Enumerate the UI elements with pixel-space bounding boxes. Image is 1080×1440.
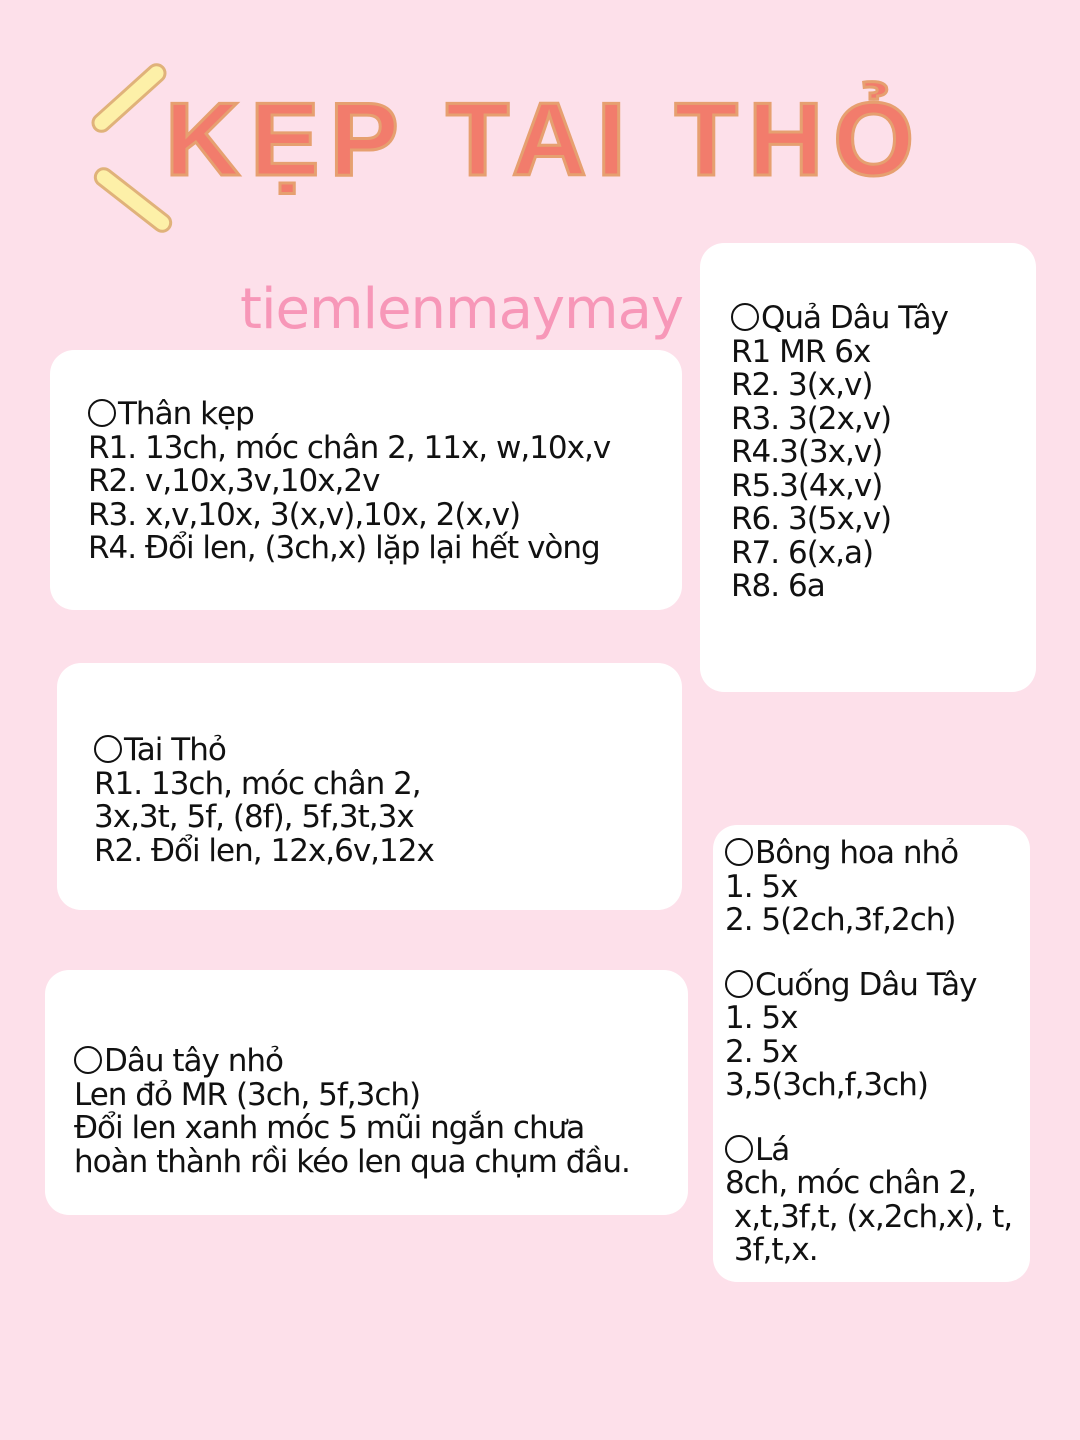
pattern-line: 1. 5x (725, 868, 798, 905)
heading-text: Bông hoa nhỏ (755, 835, 959, 871)
section-heading (725, 1131, 1012, 1168)
circle-bullet-icon (725, 970, 753, 998)
circle-bullet-icon (74, 1046, 102, 1074)
heading-text: Cuống Dâu Tây (755, 966, 977, 1003)
decorative-stick-bottom (90, 163, 176, 237)
circle-bullet-icon (731, 303, 759, 331)
pattern-line: 2. 5x (725, 1033, 798, 1070)
pattern-line: R8. 6a (731, 568, 825, 604)
pattern-line: 8ch, móc chân 2, (725, 1165, 976, 1201)
pattern-line: R5.3(4x,v) (731, 467, 883, 504)
pattern-line: 3x,3t, 5f, (8f), 5f,3t,3x (94, 799, 414, 835)
pattern-line: Len đỏ MR (3ch, 5f,3ch) (74, 1076, 421, 1113)
pattern-line: R2. v,10x,3v,10x,2v (88, 463, 380, 499)
heading-text: Lá (755, 1131, 790, 1168)
heading-text: Tai Thỏ (124, 732, 226, 768)
section-heading (731, 302, 948, 336)
section-heading (74, 1045, 630, 1079)
pattern-line: R1 MR 6x (731, 333, 871, 370)
section-dau-tay-nho (74, 1045, 630, 1179)
watermark: tiemlenmaymay (240, 277, 684, 342)
section-qua-dau-tay (731, 302, 948, 604)
pattern-line: x,t,3f,t, (x,2ch,x), t, (725, 1198, 1013, 1235)
pattern-line: R6. 3(5x,v) (731, 501, 892, 537)
section-flower-stem-leaf (725, 837, 1012, 1268)
pattern-line: R1. 13ch, móc chân 2, (94, 765, 421, 802)
pattern-line: 1. 5x (725, 1000, 798, 1036)
decorative-stick-top (87, 59, 170, 137)
pattern-line: 3f,t,x. (725, 1232, 818, 1268)
pattern-line: hoàn thành rồi kéo len qua chụm đầu. (74, 1143, 630, 1180)
pattern-line: R4.3(3x,v) (731, 434, 883, 470)
pattern-line: 2. 5(2ch,3f,2ch) (725, 902, 956, 938)
circle-bullet-icon (94, 735, 122, 763)
pattern-line: R1. 13ch, móc chân 2, 11x, w,10x,v (88, 429, 611, 466)
section-heading (725, 966, 1012, 1003)
pattern-line: R4. Đổi len, (3ch,x) lặp lại hết vòng (88, 530, 600, 566)
pattern-line: R2. 3(x,v) (731, 367, 873, 403)
section-heading (94, 734, 434, 768)
pattern-line: 3,5(3ch,f,3ch) (725, 1067, 928, 1103)
circle-bullet-icon (725, 838, 753, 866)
pattern-line: R2. Đổi len, 12x,6v,12x (94, 832, 434, 869)
heading-text: Quả Dâu Tây (761, 300, 948, 336)
heading-text: Dâu tây nhỏ (104, 1043, 283, 1079)
circle-bullet-icon (88, 399, 116, 427)
section-heading (725, 837, 1012, 871)
section-than-kep (88, 398, 610, 566)
pattern-line: R7. 6(x,a) (731, 534, 874, 571)
section-heading (88, 398, 610, 432)
page-title: KẸP TAI THỎ (165, 82, 925, 198)
circle-bullet-icon (725, 1135, 753, 1163)
pattern-line: Đổi len xanh móc 5 mũi ngắn chưa (74, 1110, 585, 1146)
pattern-line: R3. x,v,10x, 3(x,v),10x, 2(x,v) (88, 496, 521, 533)
heading-text: Thân kẹp (118, 396, 254, 432)
section-tai-tho (94, 734, 434, 868)
pattern-line: R3. 3(2x,v) (731, 400, 892, 437)
